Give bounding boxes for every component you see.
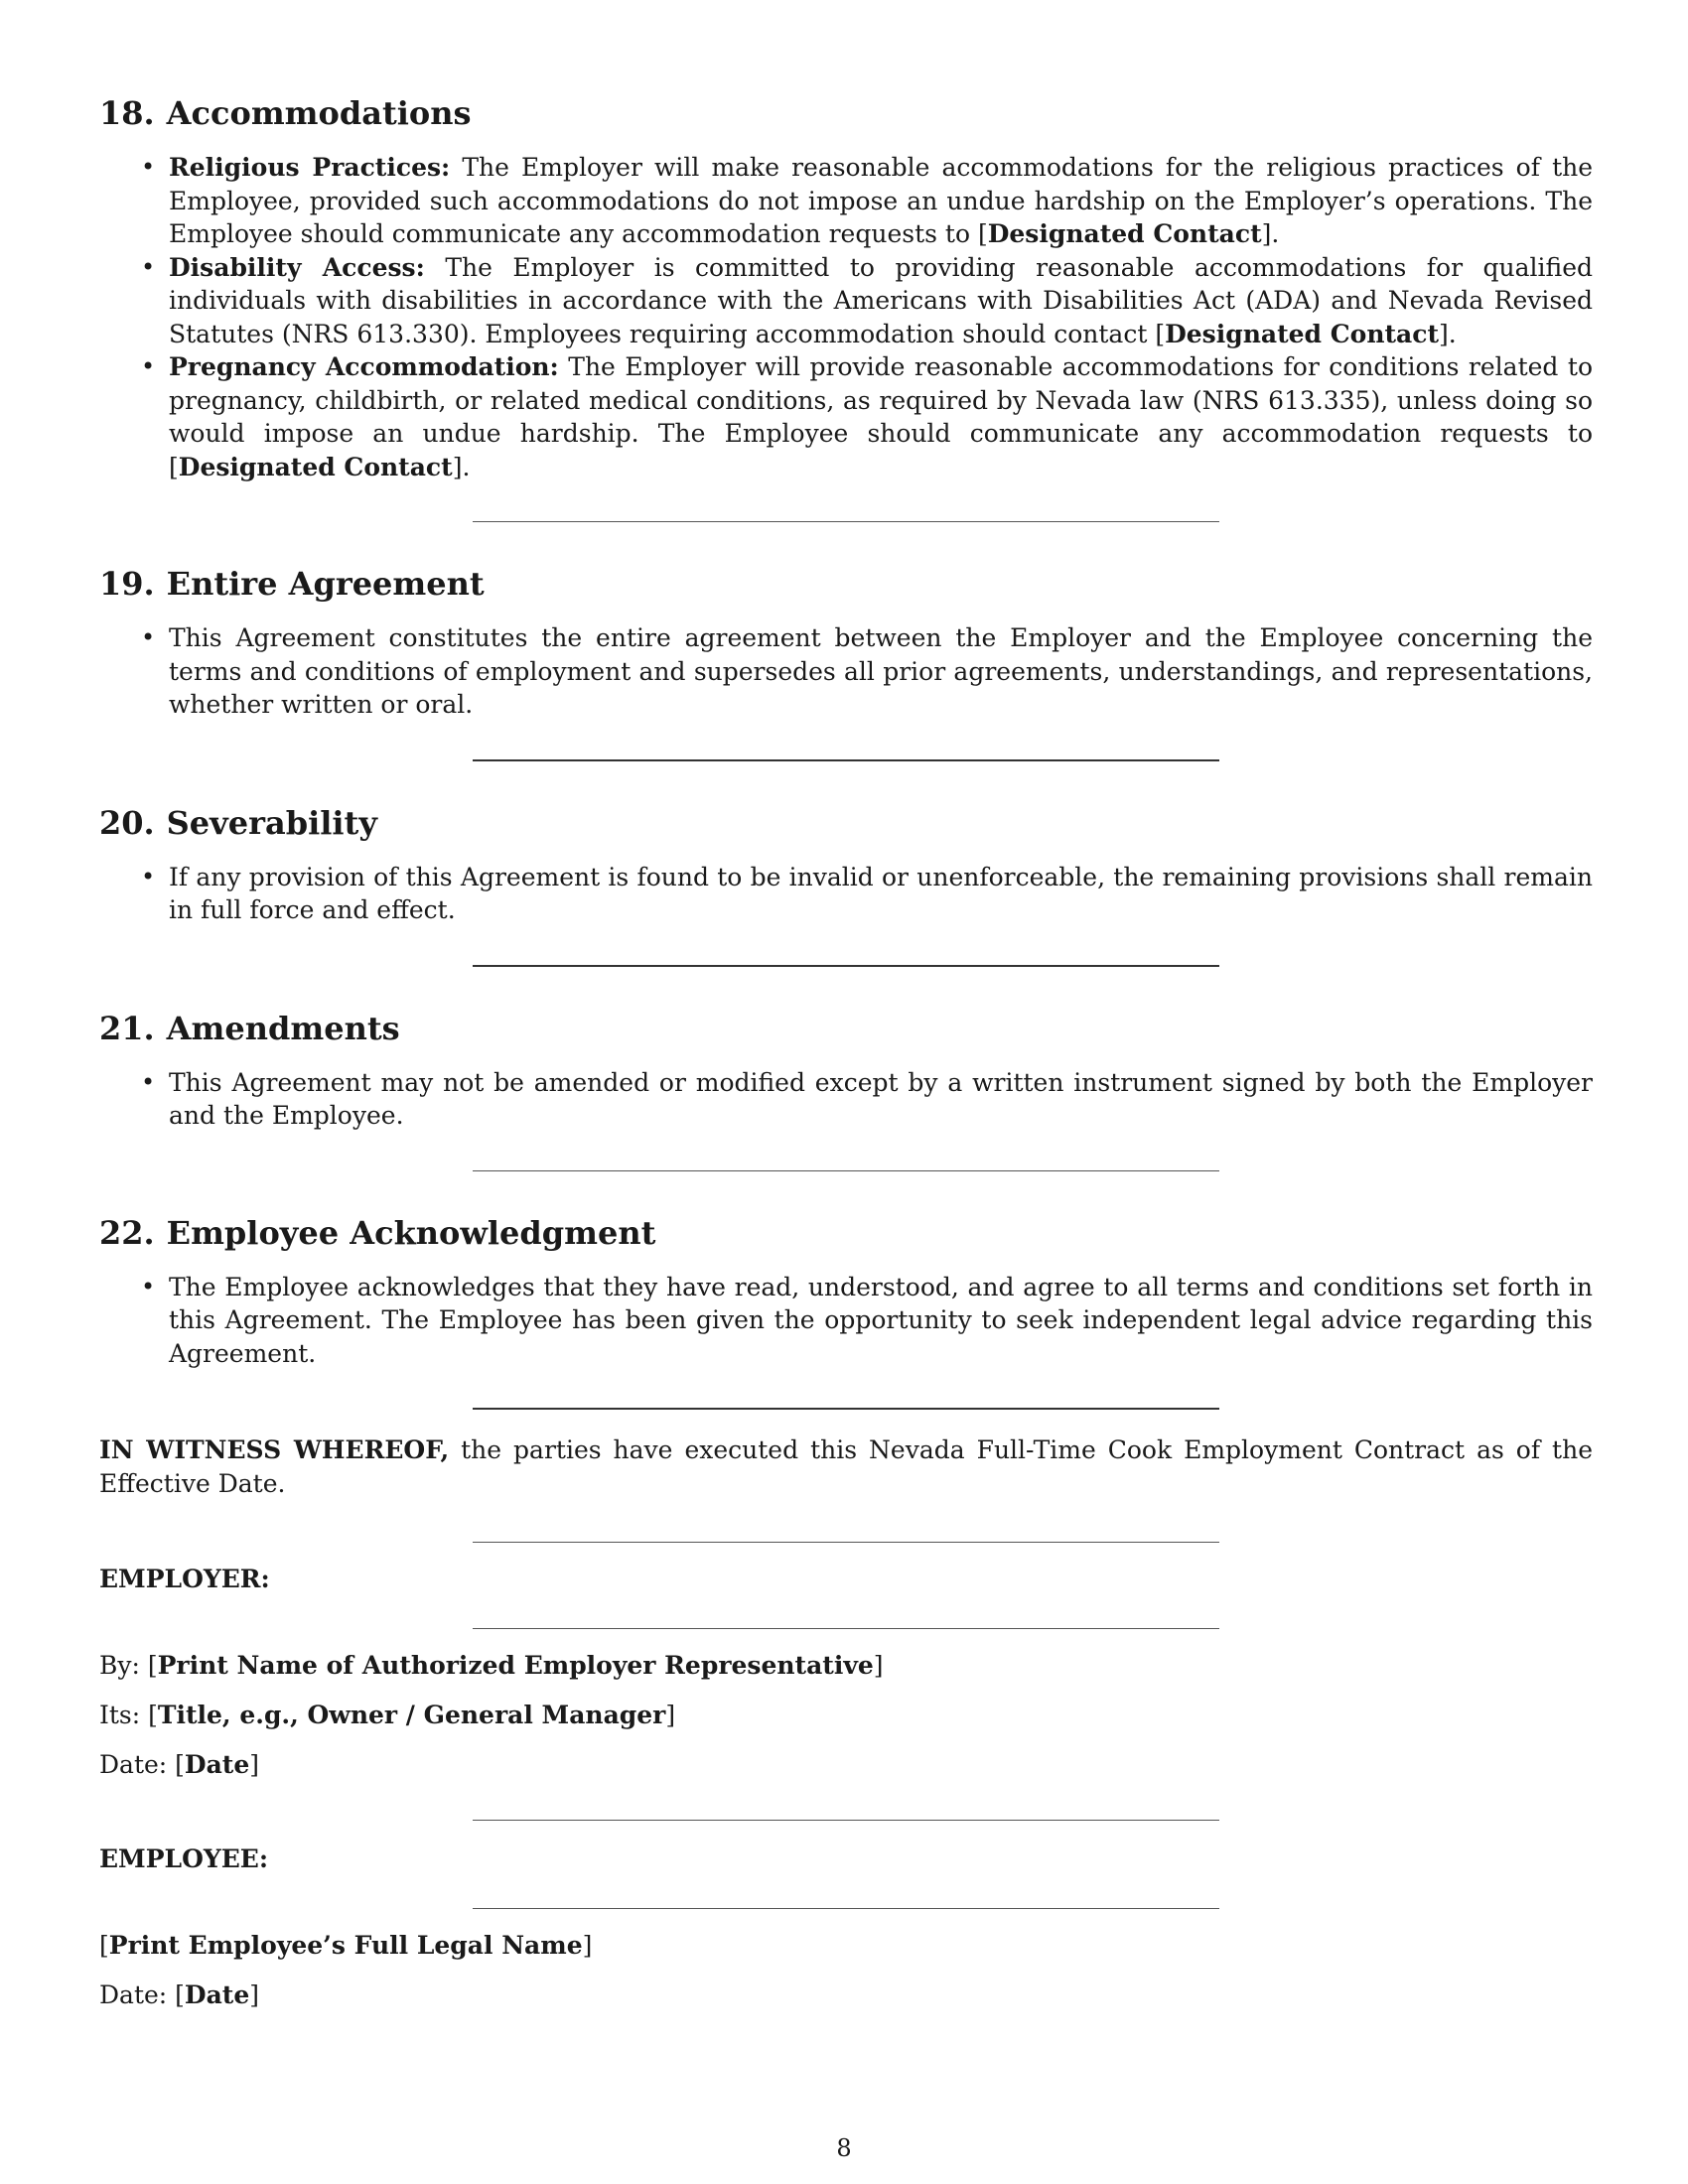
accommodations-list [99, 151, 1593, 483]
section-amendments [99, 1007, 1593, 1133]
section-heading: 19. Entire Agreement [99, 565, 485, 603]
employee-date-line: Date: [Date] [99, 1980, 260, 2009]
list-item: • If any provision of this Agreement is found to be invalid or unenforceable, the remaining provisions shall remain in full force and effect. [169, 861, 1593, 927]
section-employee-acknowledgment [99, 1211, 1593, 1371]
divider [473, 965, 1219, 967]
divider [473, 1408, 1219, 1410]
section-heading: 20. Severability [99, 803, 377, 842]
list-item-pregnancy: • Pregnancy Accommodation: The Employer will provide reasonable accommodations for conditions related to pregnancy, childbirth, or related medical conditions, as required by Nevada law (NRS 613.335), unless doing so would impose an undue hardship. The Employee should communicate any accommodation requests to [Designated Contact]. [169, 350, 1593, 483]
employer-signature-line [473, 1628, 1219, 1629]
section-heading: 18. Accommodations [99, 94, 472, 132]
entire-agreement-list [99, 621, 1593, 722]
document-body [99, 91, 1593, 2012]
divider [473, 759, 1219, 761]
severability-list [99, 861, 1593, 927]
divider [473, 1170, 1219, 1171]
employee-name-line: [Print Employee’s Full Legal Name] [99, 1931, 593, 1960]
list-item-disability: • Disability Access: The Employer is committed to providing reasonable accommodations for qualified individuals with disabilities in accordance with the Americans with Disabilities Act (ADA) and Nevada Revised Statutes (NRS 613.330). Employees requiring accommodation should contact [Designated Contact]. [169, 251, 1593, 351]
employee-signature-line [473, 1908, 1219, 1909]
employer-by-line: By: [Print Name of Authorized Employer Representative] [99, 1651, 884, 1680]
divider [473, 1542, 1219, 1543]
list-item-religious: • Religious Practices: The Employer will make reasonable accommodations for the religious practices of the Employee, provided such accommodations do not impose an undue hardship on the Employer’s operations. The Employee should communicate any accommodation requests to [Designated Contact]. [169, 151, 1593, 251]
employer-label: EMPLOYER: [99, 1565, 270, 1593]
list-item: • This Agreement may not be amended or modified except by a written instrument signed by both the Employer and the Employee. [169, 1066, 1593, 1133]
section-entire-agreement [99, 562, 1593, 722]
employer-its-line: Its: [Title, e.g., Owner / General Manager] [99, 1701, 676, 1729]
divider [473, 521, 1219, 522]
divider [473, 1820, 1219, 1821]
list-item: • The Employee acknowledges that they have read, understood, and agree to all terms and conditions set forth in this Agreement. The Employee has been given the opportunity to seek independent legal advice regarding this Agreement. [169, 1271, 1593, 1371]
page-number: 8 [836, 2134, 852, 2162]
acknowledgment-list [99, 1271, 1593, 1371]
amendments-list [99, 1066, 1593, 1133]
section-heading: 21. Amendments [99, 1009, 400, 1047]
employee-label: EMPLOYEE: [99, 1844, 269, 1873]
section-accommodations [99, 91, 1593, 483]
section-heading: 22. Employee Acknowledgment [99, 1213, 656, 1252]
list-item: • This Agreement constitutes the entire agreement between the Employer and the Employee concerning the terms and conditions of employment and supersedes all prior agreements, understandings, and representations, whether written or oral. [169, 621, 1593, 722]
employer-date-line: Date: [Date] [99, 1750, 260, 1779]
witness-clause: IN WITNESS WHEREOF, the parties have executed this Nevada Full-Time Cook Employment Contract as of the Effective Date. [99, 1435, 1593, 1498]
section-severability [99, 801, 1593, 927]
